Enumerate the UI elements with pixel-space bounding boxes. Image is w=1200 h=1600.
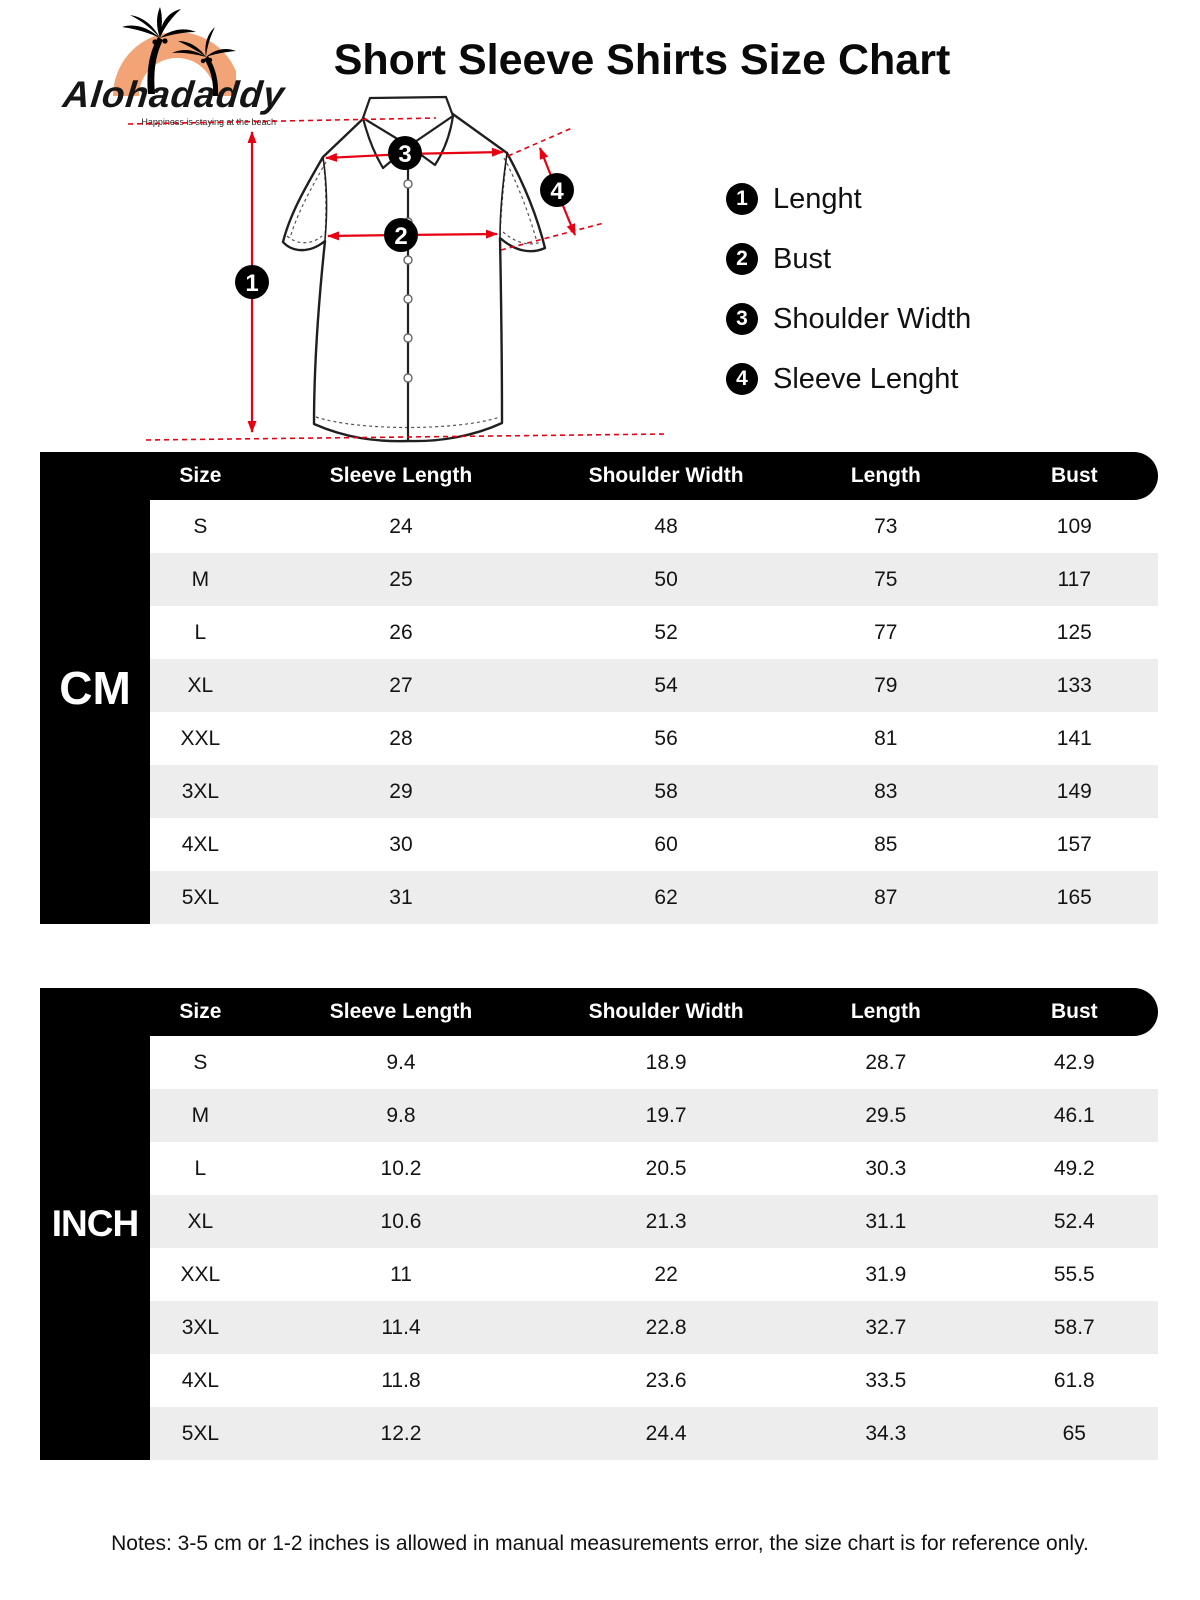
cell: 58 bbox=[654, 779, 678, 803]
cell: XXL bbox=[180, 1262, 221, 1286]
cell: L bbox=[194, 1156, 207, 1180]
cell: 24.4 bbox=[645, 1421, 687, 1445]
legend-number-2: 2 bbox=[726, 243, 758, 275]
table-row-3xl bbox=[150, 1301, 1158, 1354]
cell: 61.8 bbox=[1053, 1368, 1095, 1392]
cell: 79 bbox=[874, 673, 898, 697]
table-row-m bbox=[150, 1089, 1158, 1142]
cell: 133 bbox=[1056, 673, 1092, 697]
marker-1: 1 bbox=[245, 270, 259, 297]
inch-table-rows bbox=[150, 1036, 1158, 1460]
legend-number-1: 1 bbox=[726, 183, 758, 215]
cell: 28.7 bbox=[865, 1050, 907, 1074]
cell: 58.7 bbox=[1053, 1315, 1095, 1339]
cell: 125 bbox=[1056, 620, 1092, 644]
cell: 149 bbox=[1056, 779, 1092, 803]
cell: 22 bbox=[654, 1262, 678, 1286]
legend-item-length bbox=[726, 183, 971, 215]
cell: 22.8 bbox=[645, 1315, 687, 1339]
cell: 10.6 bbox=[380, 1209, 422, 1233]
cell: 165 bbox=[1056, 885, 1092, 909]
header-length: Length bbox=[850, 464, 921, 487]
cell: 5XL bbox=[181, 1421, 220, 1445]
legend-label-sleeve-length: Sleeve Lenght bbox=[773, 362, 959, 395]
cell: 81 bbox=[874, 726, 898, 750]
cell: 141 bbox=[1056, 726, 1092, 750]
cell: 31 bbox=[389, 885, 413, 909]
header-size: Size bbox=[179, 464, 222, 487]
cell: 32.7 bbox=[865, 1315, 907, 1339]
cell: 117 bbox=[1057, 567, 1092, 591]
cell: 42.9 bbox=[1053, 1050, 1095, 1074]
table-row-4xl bbox=[150, 1354, 1158, 1407]
legend-number-3: 3 bbox=[726, 303, 758, 335]
cm-unit-label: CM bbox=[40, 452, 150, 924]
cell: 12.2 bbox=[380, 1421, 422, 1445]
inch-size-table bbox=[40, 988, 1158, 1460]
inch-unit-label: INCH bbox=[40, 988, 150, 1460]
cell: 85 bbox=[874, 832, 898, 856]
cell: 10.2 bbox=[380, 1156, 422, 1180]
cell: 4XL bbox=[181, 1368, 220, 1392]
cell: 65 bbox=[1062, 1421, 1086, 1445]
cell: XL bbox=[187, 1209, 214, 1233]
cell: 26 bbox=[389, 620, 413, 644]
cell: XL bbox=[187, 673, 214, 697]
table-row-xl bbox=[150, 659, 1158, 712]
marker-2: 2 bbox=[394, 223, 408, 250]
table-row-m bbox=[150, 553, 1158, 606]
cell: 56 bbox=[654, 726, 678, 750]
cell: M bbox=[191, 567, 210, 591]
table-row-5xl bbox=[150, 1407, 1158, 1460]
cell: 83 bbox=[874, 779, 898, 803]
cell: 31.9 bbox=[865, 1262, 907, 1286]
cell: S bbox=[193, 1050, 208, 1074]
cell: M bbox=[191, 1103, 210, 1127]
cell: 3XL bbox=[181, 779, 220, 803]
page-title: Short Sleeve Shirts Size Chart bbox=[333, 36, 951, 84]
cell: 5XL bbox=[181, 885, 220, 909]
cell: 87 bbox=[874, 885, 898, 909]
cell: 24 bbox=[389, 514, 413, 538]
measurement-legend bbox=[726, 183, 971, 423]
cell: 23.6 bbox=[645, 1368, 687, 1392]
cell: 27 bbox=[389, 673, 413, 697]
cell: 49.2 bbox=[1053, 1156, 1095, 1180]
notes-text: Notes: 3-5 cm or 1-2 inches is allowed in manual measurements error, the size chart is for reference only. bbox=[111, 1532, 1089, 1555]
table-row-5xl bbox=[150, 871, 1158, 924]
cell: 33.5 bbox=[865, 1368, 907, 1392]
table-row-3xl bbox=[150, 765, 1158, 818]
cm-table-header bbox=[40, 452, 1158, 500]
table-row-s bbox=[150, 500, 1158, 553]
cell: 77 bbox=[874, 620, 898, 644]
cell: 62 bbox=[654, 885, 678, 909]
cell: 73 bbox=[874, 514, 898, 538]
cell: 18.9 bbox=[645, 1050, 687, 1074]
table-row-4xl bbox=[150, 818, 1158, 871]
marker-4: 4 bbox=[550, 178, 564, 205]
cell: 20.5 bbox=[645, 1156, 687, 1180]
cell: 75 bbox=[874, 567, 898, 591]
table-row-xxl bbox=[150, 712, 1158, 765]
cell: 19.7 bbox=[645, 1103, 687, 1127]
cell: 30 bbox=[389, 832, 413, 856]
marker-3: 3 bbox=[398, 141, 412, 168]
header-sleeve-length: Sleeve Length bbox=[329, 1000, 473, 1023]
cell: 30.3 bbox=[865, 1156, 907, 1180]
cell: 60 bbox=[654, 832, 678, 856]
cell: 50 bbox=[654, 567, 678, 591]
cell: 52.4 bbox=[1053, 1209, 1095, 1233]
brand-tagline: Happiness is staying at the beach bbox=[141, 117, 276, 127]
cm-table-rows bbox=[150, 500, 1158, 924]
header-length: Length bbox=[850, 1000, 921, 1023]
cell: XXL bbox=[180, 726, 221, 750]
cell: 54 bbox=[654, 673, 678, 697]
cell: 4XL bbox=[181, 832, 220, 856]
legend-item-bust bbox=[726, 243, 971, 275]
legend-label-length: Lenght bbox=[773, 182, 862, 215]
header-sleeve-length: Sleeve Length bbox=[329, 464, 473, 487]
table-row-l bbox=[150, 1142, 1158, 1195]
cell: 29 bbox=[389, 779, 413, 803]
cell: 31.1 bbox=[865, 1209, 907, 1233]
cell: 157 bbox=[1056, 832, 1092, 856]
table-row-xxl bbox=[150, 1248, 1158, 1301]
cm-size-table bbox=[40, 452, 1158, 924]
cell: 3XL bbox=[181, 1315, 220, 1339]
cell: L bbox=[194, 620, 207, 644]
header-bust: Bust bbox=[1050, 1000, 1098, 1023]
header-shoulder-width: Shoulder Width bbox=[588, 1000, 744, 1023]
header-shoulder-width: Shoulder Width bbox=[588, 464, 744, 487]
cell: 9.8 bbox=[386, 1103, 416, 1127]
legend-label-bust: Bust bbox=[773, 242, 832, 275]
header-size: Size bbox=[179, 1000, 222, 1023]
cell: 34.3 bbox=[865, 1421, 907, 1445]
cell: 55.5 bbox=[1053, 1262, 1095, 1286]
cell: 109 bbox=[1056, 514, 1092, 538]
cell: 29.5 bbox=[865, 1103, 907, 1127]
cell: 48 bbox=[654, 514, 678, 538]
brand-name: Alohadaddy bbox=[61, 74, 288, 115]
table-row-l bbox=[150, 606, 1158, 659]
legend-item-sleeve-length bbox=[726, 363, 971, 395]
inch-table-header bbox=[40, 988, 1158, 1036]
table-row-s bbox=[150, 1036, 1158, 1089]
legend-number-4: 4 bbox=[726, 363, 758, 395]
cell: 25 bbox=[389, 567, 413, 591]
header-bust: Bust bbox=[1050, 464, 1098, 487]
cell: 11.4 bbox=[381, 1315, 421, 1339]
legend-item-shoulder-width bbox=[726, 303, 971, 335]
cell: 46.1 bbox=[1053, 1103, 1095, 1127]
legend-label-shoulder-width: Shoulder Width bbox=[773, 302, 972, 335]
cell: 9.4 bbox=[386, 1050, 416, 1074]
cell: 11 bbox=[390, 1262, 412, 1286]
cell: S bbox=[193, 514, 208, 538]
table-row-xl bbox=[150, 1195, 1158, 1248]
cell: 28 bbox=[389, 726, 413, 750]
cell: 21.3 bbox=[645, 1209, 687, 1233]
cell: 11.8 bbox=[381, 1368, 421, 1392]
shirt-measurement-diagram bbox=[120, 92, 680, 454]
cell: 52 bbox=[654, 620, 678, 644]
